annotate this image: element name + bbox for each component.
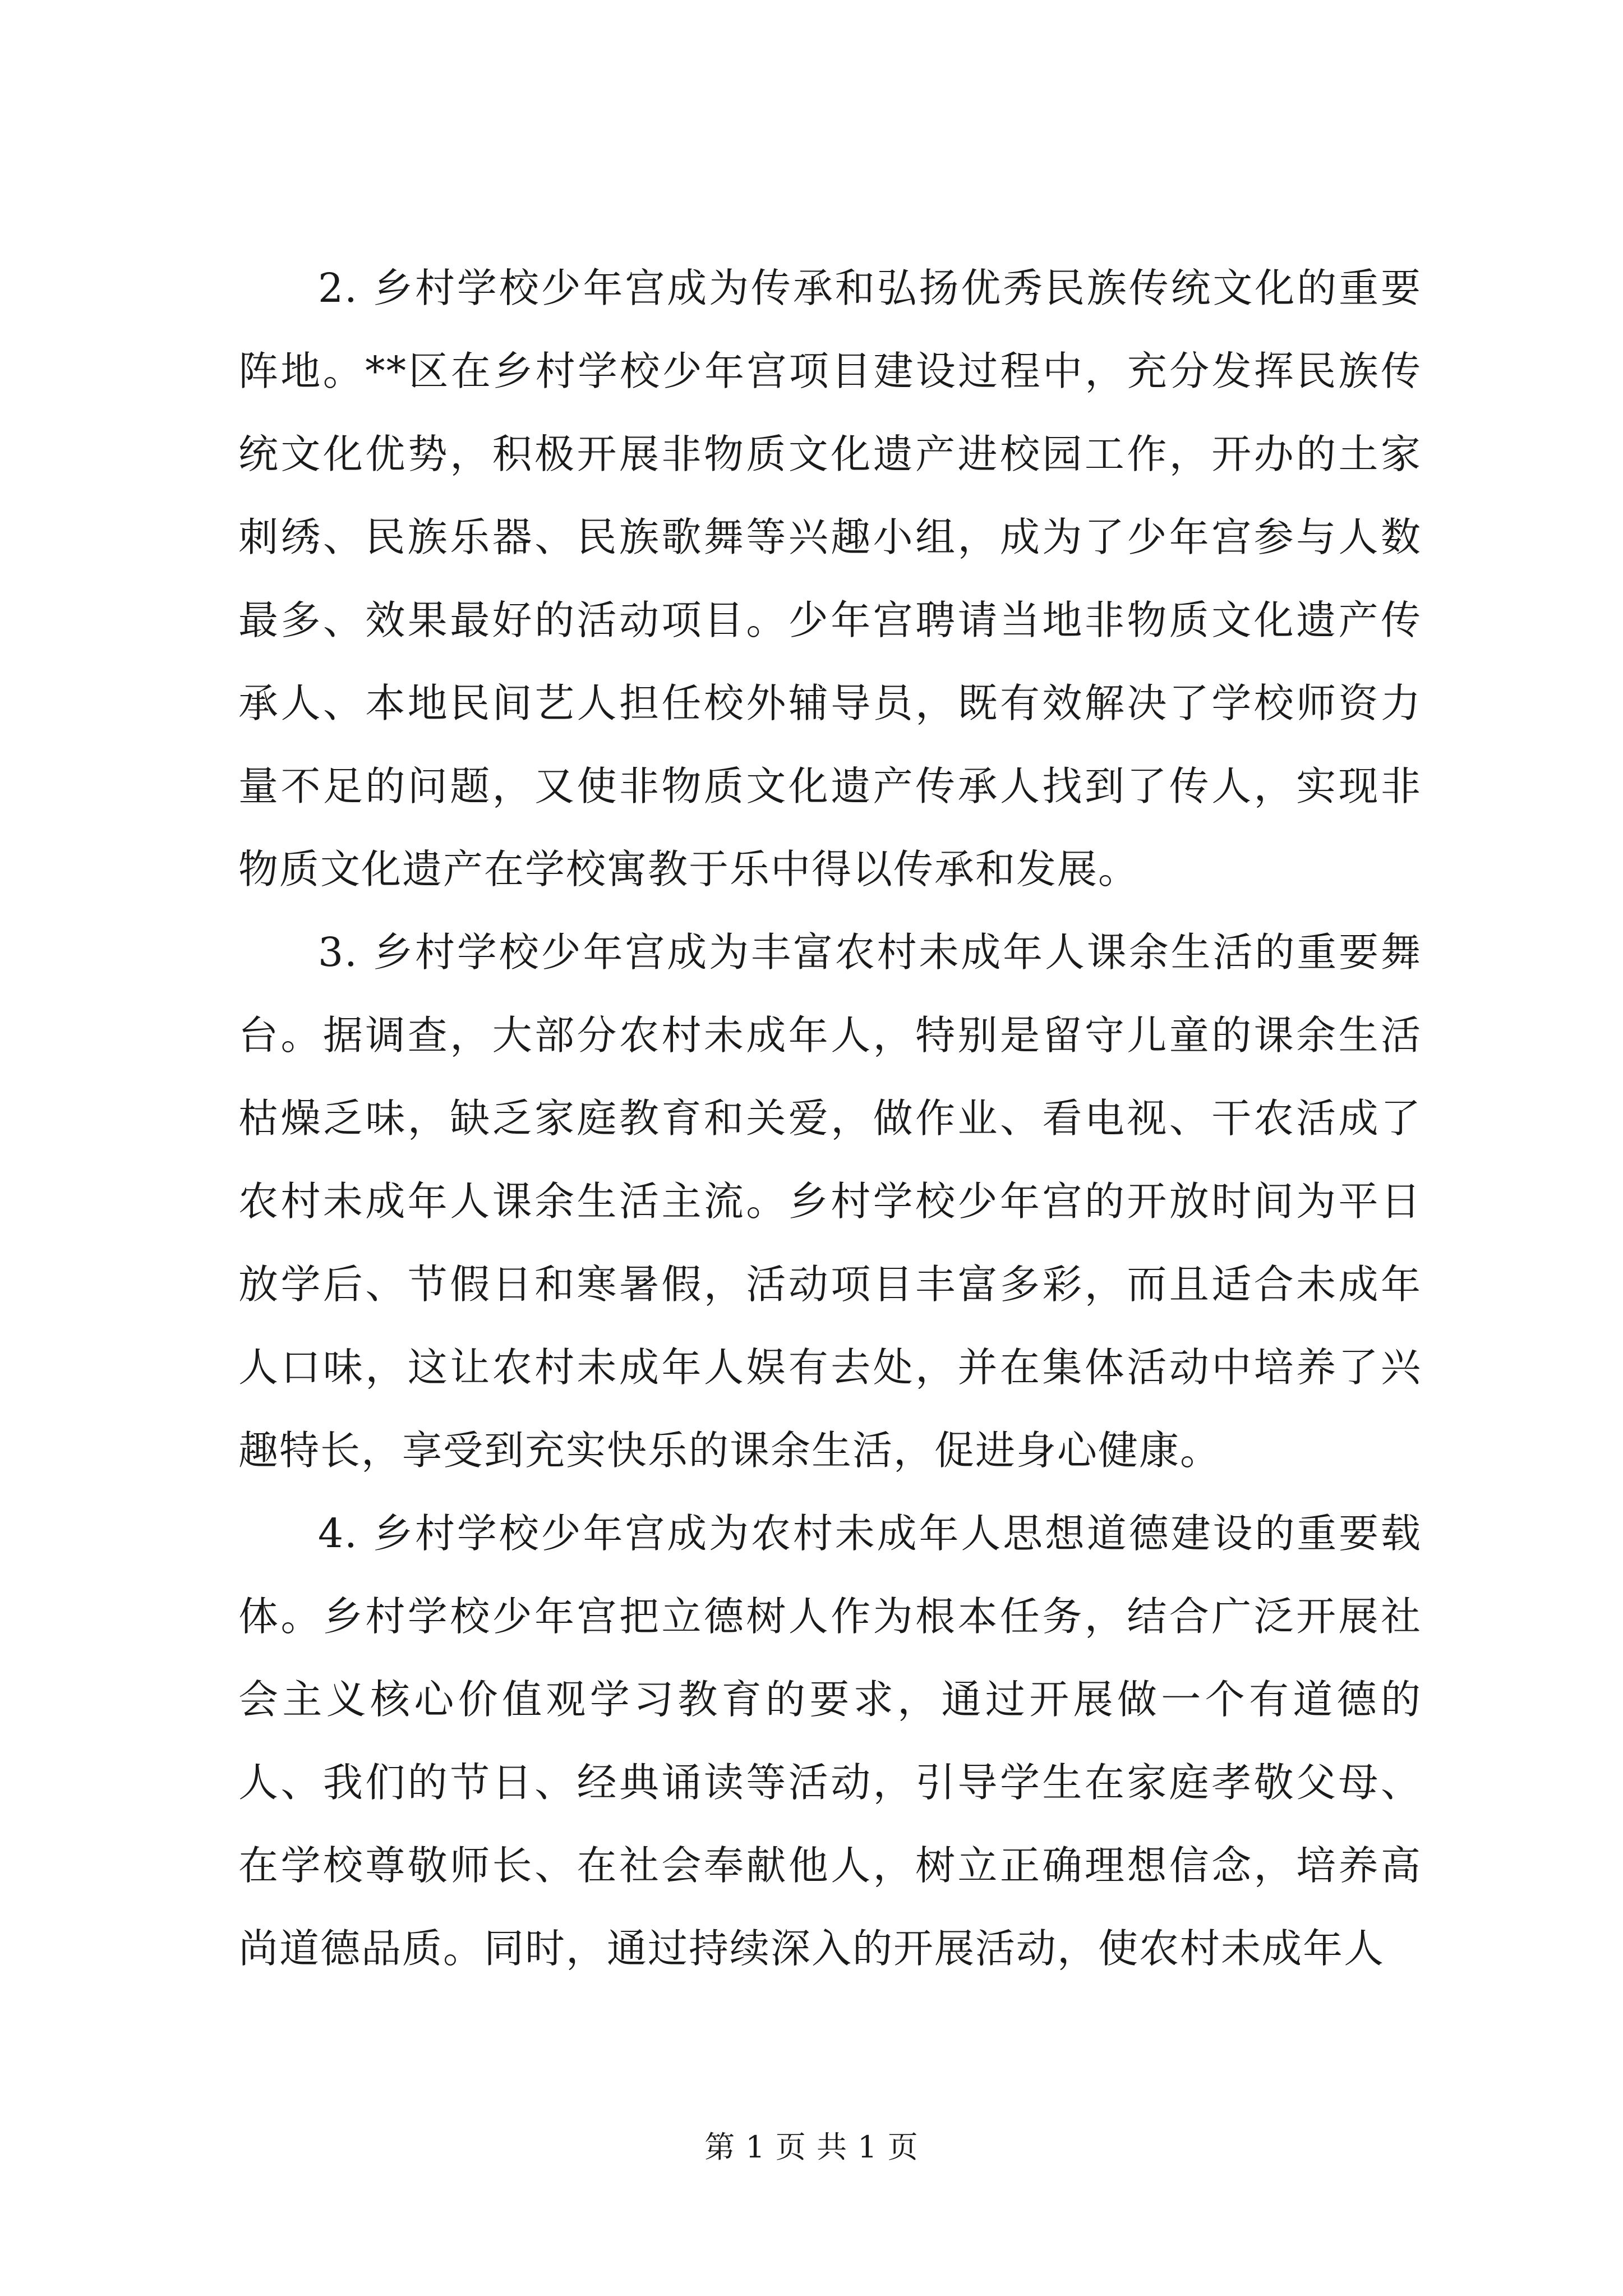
document-body	[238, 247, 1422, 1990]
paragraph-4: 4. 乡村学校少年宫成为农村未成年人思想道德建设的重要载体。乡村学校少年宫把立德树人作为根本任务，结合广泛开展社会主义核心价值观学习教育的要求，通过开展做一个有道德的人、我们的节日、经典诵读等活动，引导学生在家庭孝敬父母、在学校尊敬师长、在社会奉献他人，树立正确理想信念，培养高尚道德品质。同时，通过持续深入的开展活动，使农村未成年人	[238, 1510, 1422, 1972]
page-footer: 第 1 页 共 1 页	[704, 2129, 919, 2165]
paragraph-2: 2. 乡村学校少年宫成为传承和弘扬优秀民族传统文化的重要阵地。**区在乡村学校少年宫项目建设过程中，充分发挥民族传统文化优势，积极开展非物质文化遗产进校园工作，开办的土家刺绣、民族乐器、民族歌舞等兴趣小组，成为了少年宫参与人数最多、效果最好的活动项目。少年宫聘请当地非物质文化遗产传承人、本地民间艺人担任校外辅导员，既有效解决了学校师资力量不足的问题，又使非物质文化遗产传承人找到了传人，实现非物质文化遗产在学校寓教于乐中得以传承和发展。	[238, 265, 1422, 892]
paragraph-3: 3. 乡村学校少年宫成为丰富农村未成年人课余生活的重要舞台。据调查，大部分农村未成年人，特别是留守儿童的课余生活枯燥乏味，缺乏家庭教育和关爱，做作业、看电视、干农活成了农村未成年人课余生活主流。乡村学校少年宫的开放时间为平日放学后、节假日和寒暑假，活动项目丰富多彩，而且适合未成年人口味，这让农村未成年人娱有去处，并在集体活动中培养了兴趣特长，享受到充实快乐的课余生活，促进身心健康。	[238, 929, 1422, 1474]
